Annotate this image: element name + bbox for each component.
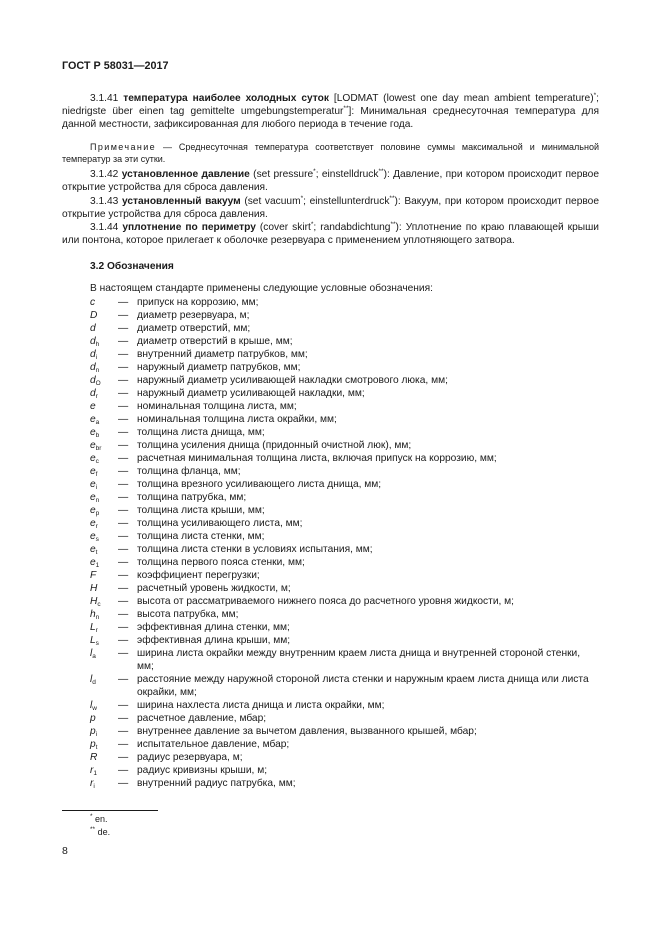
symbol-description: испытательное давление, мбар;: [137, 739, 290, 750]
symbol-letter: H: [90, 583, 98, 594]
symbol-subscript: n: [95, 497, 100, 504]
symbol-row: [62, 699, 599, 712]
symbol-description: высота от рассматриваемого нижнего пояса до расчетного уровня жидкости, м;: [137, 596, 515, 607]
footnote-mark: *: [300, 195, 304, 202]
symbol-description: расстояние между наружной стороной листа стенки и наружным краем листа днища или листа окрайки, мм;: [137, 674, 589, 698]
dash: —: [118, 427, 129, 438]
symbol-description: диаметр резервуара, м;: [137, 310, 250, 321]
symbol-description: толщина усиливающего листа, мм;: [137, 518, 303, 529]
symbol-letter: l: [90, 674, 93, 685]
clause-number: 3.1.44: [90, 222, 119, 233]
symbol-subscript: t: [95, 744, 98, 751]
symbol-description: диаметр отверстий в крыше, мм;: [137, 336, 293, 347]
dash: —: [118, 310, 129, 321]
symbol-description: эффективная длина крыши, мм;: [137, 635, 291, 646]
clause-number: 3.1.41: [90, 93, 119, 104]
symbol-description: радиус кривизны крыши, м;: [137, 765, 268, 776]
term: установленное давление: [121, 169, 250, 180]
symbol-subscript: r: [95, 627, 98, 634]
symbol: [62, 738, 118, 751]
symbol-row: [62, 361, 599, 374]
symbol: [62, 452, 118, 465]
dash: —: [118, 544, 129, 555]
symbol: [62, 556, 118, 569]
footnote-mark: **: [390, 221, 396, 228]
dash: —: [118, 778, 129, 789]
definition-text: ): Давление, при котором происходит первое открытие устройства для сброса давления.: [62, 169, 599, 193]
symbol-row: [62, 374, 599, 387]
symbol-subscript: i: [95, 731, 98, 738]
symbol-description: толщина листа стенки в условиях испытания, мм;: [137, 544, 373, 555]
term-translation-de: ; einstelldruck: [315, 169, 379, 180]
term: температура наиболее холодных суток: [123, 93, 329, 104]
dash: —: [118, 726, 129, 737]
symbol: [62, 725, 118, 738]
symbol-row: [62, 465, 599, 478]
symbol-letter: e: [90, 479, 96, 490]
footnote-de: [90, 826, 110, 839]
footnote-divider: [62, 810, 158, 811]
symbol-letter: L: [90, 622, 96, 633]
symbol-description: расчетный уровень жидкости, м;: [137, 583, 291, 594]
definition-text: ): Вакуум, при котором происходит первое открытие устройства для сброса давления.: [62, 196, 599, 220]
symbol-description: наружный диаметр патрубков, мм;: [137, 362, 301, 373]
dash: —: [118, 479, 129, 490]
symbol-row: [62, 491, 599, 504]
dash: —: [118, 440, 129, 451]
symbol-letter: e: [90, 492, 96, 503]
term-translation: [LODMAT (lowest one day mean ambient temperature): [328, 93, 594, 104]
symbol-row: [62, 439, 599, 452]
symbol: [62, 751, 118, 764]
symbol-letter: e: [90, 401, 96, 412]
symbol-row: [62, 621, 599, 634]
symbol-description: толщина листа крыши, мм;: [137, 505, 265, 516]
symbol-subscript: s: [95, 536, 99, 543]
dash: —: [118, 466, 129, 477]
footnote-mark: *: [593, 92, 597, 99]
symbol: [62, 413, 118, 426]
symbol-subscript: i: [95, 354, 98, 361]
symbol-letter: e: [90, 518, 96, 529]
footnote-mark: **: [378, 168, 384, 175]
symbol-subscript: r: [95, 393, 98, 400]
dash: —: [118, 492, 129, 503]
symbol-description: диаметр отверстий, мм;: [137, 323, 251, 334]
symbol-letter: e: [90, 414, 96, 425]
symbol: [62, 387, 118, 400]
dash: —: [118, 713, 129, 724]
symbol-subscript: d: [92, 679, 96, 686]
dash: —: [118, 583, 129, 594]
symbol: [62, 374, 118, 387]
symbol: [62, 777, 118, 790]
symbol-description: радиус резервуара, м;: [137, 752, 243, 763]
symbol-subscript: b: [95, 432, 100, 439]
symbol: [62, 621, 118, 634]
symbol-row: [62, 309, 599, 322]
symbol-subscript: s: [95, 640, 99, 647]
symbol-description: внутреннее давление за вычетом давления, вызванного крышей, мбар;: [137, 726, 477, 737]
footnote-mark: *: [313, 168, 316, 175]
symbol: [62, 348, 118, 361]
symbol-row: [62, 322, 599, 335]
symbol: [62, 712, 118, 725]
symbol-description: толщина листа стенки, мм;: [137, 531, 265, 542]
symbol-row: [62, 673, 599, 699]
symbol-description: толщина патрубка, мм;: [137, 492, 247, 503]
symbol-row: [62, 296, 599, 309]
symbol-description: наружный диаметр усиливающей накладки смотрового люка, мм;: [137, 375, 448, 386]
symbol-subscript: n: [95, 614, 100, 621]
symbol-subscript: p: [95, 510, 100, 517]
symbol-description: толщина врезного усиливающего листа днища, мм;: [137, 479, 382, 490]
footnote-mark: **: [343, 105, 349, 112]
symbol-description: внутренний диаметр патрубков, мм;: [137, 349, 308, 360]
symbol-letter: L: [90, 635, 96, 646]
symbol-row: [62, 725, 599, 738]
symbol-description: расчетная минимальная толщина листа, включая припуск на коррозию, мм;: [137, 453, 497, 464]
symbol-description: эффективная длина стенки, мм;: [137, 622, 290, 633]
symbol-row: [62, 634, 599, 647]
symbol-description: ширина нахлеста листа днища и листа окрайки, мм;: [137, 700, 385, 711]
symbol-letter: e: [90, 427, 96, 438]
symbol: [62, 426, 118, 439]
dash: —: [118, 531, 129, 542]
symbol-row: [62, 595, 599, 608]
symbol-letter: l: [90, 700, 93, 711]
footnote-text: de.: [95, 827, 111, 837]
symbol-row: [62, 764, 599, 777]
symbol-description: номинальная толщина листа, мм;: [137, 401, 297, 412]
dash: —: [118, 336, 129, 347]
symbol-subscript: t: [95, 549, 98, 556]
note-label: Примечание: [90, 142, 157, 152]
page-number: 8: [62, 845, 68, 857]
dash: —: [118, 635, 129, 646]
symbol-letter: D: [90, 310, 98, 321]
dash: —: [118, 739, 129, 750]
symbol-letter: e: [90, 544, 96, 555]
symbol-subscript: 1: [95, 562, 100, 569]
symbol-letter: p: [90, 713, 96, 724]
symbol-letter: d: [90, 362, 96, 373]
symbol-letter: H: [90, 596, 98, 607]
symbol-row: [62, 738, 599, 751]
clause-number: 3.1.43: [90, 196, 119, 207]
symbols-list: [62, 296, 599, 790]
symbol-letter: e: [90, 531, 96, 542]
symbol-row: [62, 777, 599, 790]
symbol: [62, 309, 118, 322]
dash: —: [118, 375, 129, 386]
symbol-description: припуск на коррозию, мм;: [137, 297, 259, 308]
symbol-description: наружный диаметр усиливающей накладки, мм;: [137, 388, 365, 399]
symbol-letter: e: [90, 505, 96, 516]
symbol-row: [62, 530, 599, 543]
definition-3-1-42: [62, 168, 599, 194]
symbol-subscript: br: [95, 445, 102, 452]
symbol-row: [62, 517, 599, 530]
symbol-subscript: i: [93, 783, 95, 790]
symbol: [62, 439, 118, 452]
dash: —: [118, 700, 129, 711]
symbol-letter: r: [90, 778, 94, 789]
symbol-row: [62, 543, 599, 556]
symbol-letter: d: [90, 323, 96, 334]
symbol-description: толщина фланца, мм;: [137, 466, 241, 477]
symbol-row: [62, 712, 599, 725]
dash: —: [118, 609, 129, 620]
footnote-mark: **: [389, 195, 395, 202]
dash: —: [118, 518, 129, 529]
dash: —: [118, 414, 129, 425]
symbol-row: [62, 413, 599, 426]
symbol-letter: d: [90, 388, 96, 399]
symbol-letter: l: [90, 648, 93, 659]
term-translation-de: ; niedrigste über einen tag gemittelte umgebungstemperatur: [62, 93, 599, 117]
symbol-subscript: a: [95, 419, 100, 426]
document-header: ГОСТ Р 58031—2017: [62, 60, 169, 72]
symbols-intro: В настоящем стандарте применены следующие условные обозначения:: [90, 283, 433, 294]
symbol-subscript: w: [92, 705, 97, 712]
symbol-row: [62, 387, 599, 400]
dash: —: [118, 765, 129, 776]
note-text: — Среднесуточная температура соответствует половине суммы максимальной и минимальной температур за эти сутки.: [62, 142, 599, 164]
symbol-row: [62, 582, 599, 595]
term: установленный вакуум: [121, 196, 241, 207]
symbol: [62, 634, 118, 647]
symbol-row: [62, 647, 599, 673]
symbol-description: толщина усиления днища (придонный очистной люк), мм;: [137, 440, 412, 451]
symbol-subscript: f: [95, 471, 98, 478]
symbol-letter: F: [90, 570, 97, 581]
symbol-description: высота патрубка, мм;: [137, 609, 239, 620]
symbol: [62, 478, 118, 491]
symbol: [62, 361, 118, 374]
symbol-description: толщина листа днища, мм;: [137, 427, 265, 438]
symbol: [62, 530, 118, 543]
symbol-letter: h: [90, 609, 96, 620]
definition-3-1-44: [62, 221, 599, 247]
symbol-row: [62, 348, 599, 361]
symbol-letter: e: [90, 453, 96, 464]
dash: —: [118, 674, 129, 685]
symbol-description: коэффициент перегрузки;: [137, 570, 260, 581]
dash: —: [118, 323, 129, 334]
term: уплотнение по периметру: [122, 222, 256, 233]
symbol: [62, 569, 118, 582]
symbol-row: [62, 504, 599, 517]
dash: —: [118, 401, 129, 412]
symbol-row: [62, 556, 599, 569]
symbol: [62, 582, 118, 595]
symbol-letter: e: [90, 466, 96, 477]
dash: —: [118, 505, 129, 516]
symbol-row: [62, 335, 599, 348]
dash: —: [118, 349, 129, 360]
symbol-row: [62, 608, 599, 621]
symbol-subscript: n: [95, 367, 100, 374]
symbol-letter: c: [90, 297, 96, 308]
symbol: [62, 517, 118, 530]
symbol-row: [62, 452, 599, 465]
symbol-subscript: a: [92, 653, 96, 660]
symbol: [62, 608, 118, 621]
symbol-description: расчетное давление, мбар;: [137, 713, 267, 724]
dash: —: [118, 622, 129, 633]
footnote-mark: *: [90, 813, 93, 820]
dash: —: [118, 297, 129, 308]
dash: —: [118, 570, 129, 581]
symbol-letter: e: [90, 440, 96, 451]
symbol: [62, 699, 118, 712]
definition-3-1-41: [62, 92, 599, 131]
symbol: [62, 335, 118, 348]
symbol-letter: R: [90, 752, 98, 763]
symbol-row: [62, 400, 599, 413]
symbol-letter: e: [90, 557, 96, 568]
definition-text: ): Уплотнение по краю плавающей крыши или понтона, которое прилегает к оболочке резервуара с применением уплотняющего затвора.: [62, 222, 599, 246]
symbol-letter: d: [90, 349, 96, 360]
section-title: 3.2 Обозначения: [90, 261, 174, 272]
symbol-row: [62, 426, 599, 439]
symbol-letter: p: [90, 739, 96, 750]
term-translation: (set vacuum: [240, 196, 301, 207]
definition-3-1-43: [62, 195, 599, 221]
term-translation-de: ; randabdichtung: [313, 222, 391, 233]
symbol: [62, 595, 118, 608]
symbol-row: [62, 569, 599, 582]
symbol-letter: r: [90, 765, 94, 776]
symbol-subscript: c: [97, 601, 101, 608]
dash: —: [118, 752, 129, 763]
symbol-subscript: 1: [93, 770, 98, 777]
symbol: [62, 400, 118, 413]
dash: —: [118, 648, 129, 659]
definition-text: ]: Минимальная среднесуточная температура для данной местности, зафиксированная для любого периода в течение года.: [62, 106, 599, 130]
symbol-row: [62, 751, 599, 764]
symbol: [62, 764, 118, 777]
symbol-description: номинальная толщина листа окрайки, мм;: [137, 414, 337, 425]
symbol: [62, 465, 118, 478]
dash: —: [118, 388, 129, 399]
clause-number: 3.1.42: [90, 169, 119, 180]
symbol-subscript: i: [95, 484, 98, 491]
footnote-mark: *: [310, 221, 314, 228]
symbol-subscript: c: [95, 458, 99, 465]
symbol: [62, 296, 118, 309]
symbol-letter: p: [90, 726, 96, 737]
symbol-letter: d: [90, 336, 96, 347]
symbol-description: ширина листа окрайки между внутренним краем листа днища и внутренней стороной стенки, мм;: [137, 648, 581, 672]
symbol-row: [62, 478, 599, 491]
symbol-letter: d: [90, 375, 96, 386]
footnote-mark: **: [90, 826, 96, 833]
symbol-subscript: h: [95, 341, 100, 348]
dash: —: [118, 596, 129, 607]
symbol-description: толщина первого пояса стенки, мм;: [137, 557, 305, 568]
footnote-text: en.: [92, 814, 108, 824]
note-block: [62, 141, 599, 165]
term-translation-de: ; einstellunterdruck: [303, 196, 390, 207]
symbol-subscript: r: [95, 523, 98, 530]
symbol: [62, 543, 118, 556]
symbol: [62, 504, 118, 517]
symbol-description: внутренний радиус патрубка, мм;: [137, 778, 296, 789]
footnote-en: [90, 813, 108, 826]
symbol-subscript: O: [95, 380, 101, 387]
symbol: [62, 322, 118, 335]
symbol: [62, 647, 118, 660]
dash: —: [118, 557, 129, 568]
symbol: [62, 673, 118, 686]
dash: —: [118, 362, 129, 373]
symbol: [62, 491, 118, 504]
term-translation: (set pressure: [249, 169, 314, 180]
dash: —: [118, 453, 129, 464]
term-translation: (cover skirt: [255, 222, 311, 233]
